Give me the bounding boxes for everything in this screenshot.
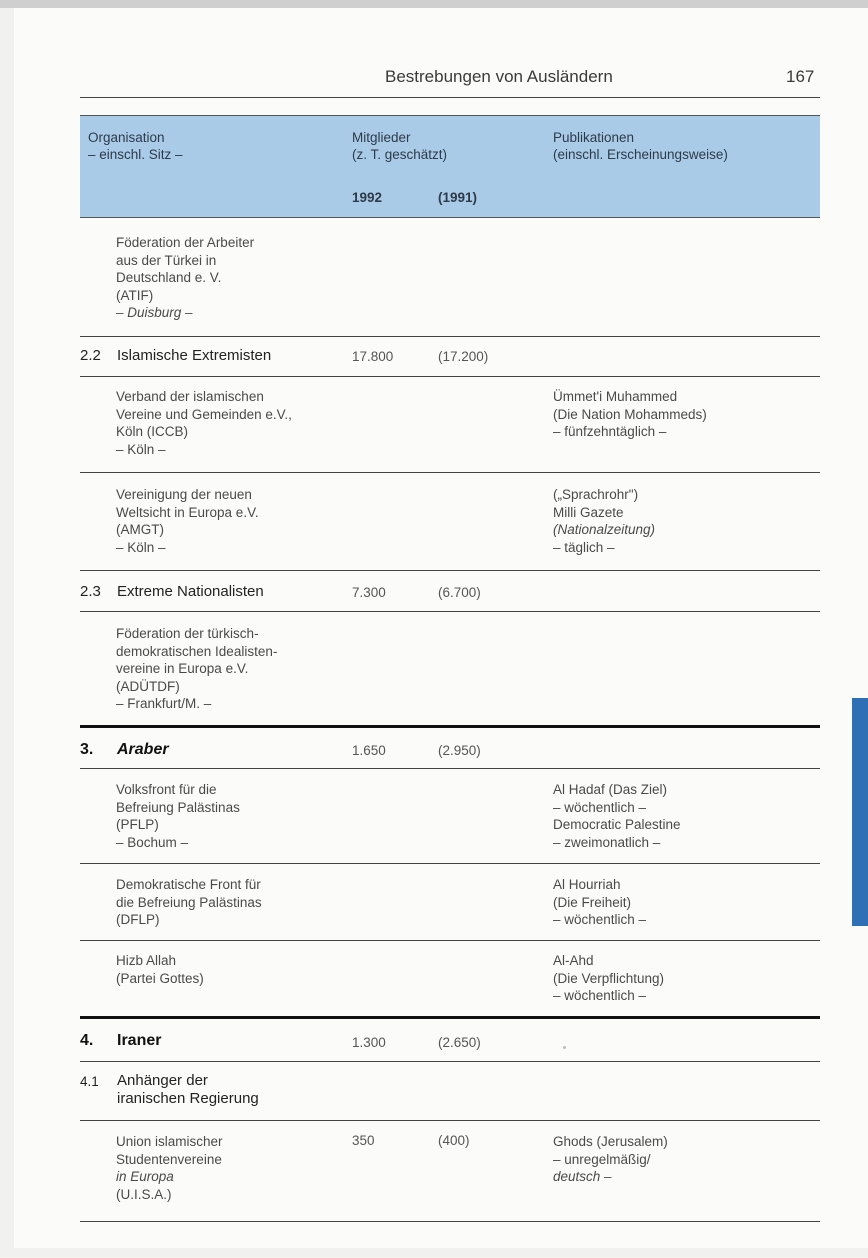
pub-line: – unregelmäßig/: [553, 1151, 651, 1167]
pub-line: (Die Freiheit): [553, 894, 632, 910]
pub-line: Ümmet'i Muhammed: [553, 389, 678, 404]
org-line: Verband der islamischen: [116, 389, 264, 404]
pub-line: deutsch –: [553, 1169, 612, 1184]
members-1991: (2.950): [438, 743, 481, 758]
column-members-title: Mitglieder: [352, 130, 411, 145]
section-label-2-2: Islamische Extremisten: [117, 347, 272, 364]
row-divider: [80, 611, 820, 612]
section-label-4-1: [117, 1072, 259, 1108]
members-1991: (6.700): [438, 585, 481, 600]
column-members: [352, 129, 447, 163]
section-divider-thick: [80, 725, 820, 728]
org-seat: – Frankfurt/M. –: [116, 696, 212, 711]
section-divider-thick: [80, 1016, 820, 1019]
running-header-title: Bestrebungen von Ausländern: [385, 67, 613, 86]
org-line: (DFLP): [116, 912, 160, 927]
chapter-tab-marker: [852, 698, 868, 926]
pub-iccb: [553, 388, 707, 441]
pub-line: Democratic Palestine: [553, 817, 681, 832]
pub-line: Al-Ahd: [553, 953, 594, 968]
org-line: Hizb Allah: [116, 953, 177, 968]
org-line: Föderation der Arbeiter: [116, 235, 255, 250]
org-seat: – Köln –: [116, 539, 166, 555]
pub-uisa: [553, 1133, 668, 1186]
pub-line: Al Hourriah: [553, 877, 621, 892]
org-line: Köln (ICCB): [116, 424, 189, 439]
org-seat: – Köln –: [116, 441, 166, 457]
org-line: Union islamischer: [116, 1134, 223, 1149]
org-adutdf: [116, 625, 277, 713]
column-organisation-title: Organisation: [88, 130, 165, 145]
section-number-4-1: 4.1: [80, 1074, 99, 1089]
org-pflp: [116, 781, 240, 851]
section-label-2-3: Extreme Nationalisten: [117, 583, 264, 600]
row-divider: [80, 336, 820, 337]
org-line: (AMGT): [116, 522, 164, 537]
section-number-2-3: 2.3: [80, 583, 101, 600]
pub-amgt: [553, 486, 655, 556]
org-seat: – Duisburg –: [116, 305, 193, 320]
pub-line: – wöchentlich –: [553, 912, 647, 927]
org-line: in Europa: [116, 1169, 174, 1184]
pub-pflp: [553, 781, 681, 851]
members-1992: 17.800: [352, 349, 394, 364]
year-1991-header: (1991): [438, 190, 478, 205]
org-line: vereine in Europa e.V.: [116, 661, 249, 676]
org-line: Vereine und Gemeinden e.V.,: [116, 406, 292, 422]
members-1992: 350: [352, 1133, 375, 1148]
org-line: Weltsicht in Europa e.V.: [116, 504, 259, 520]
org-line: demokratischen Idealisten-: [116, 643, 278, 659]
members-1992: 7.300: [352, 585, 386, 600]
section-number-4: 4.: [80, 1032, 94, 1049]
section-label-line: iranischen Regierung: [117, 1090, 259, 1107]
column-members-subtitle: (z. T. geschätzt): [352, 147, 448, 162]
members-1991: (400): [438, 1133, 470, 1148]
section-label-4: Iraner: [117, 1032, 162, 1049]
row-divider: [80, 863, 820, 864]
header-rule: [80, 97, 820, 98]
org-line: Deutschland e. V.: [116, 270, 222, 285]
pub-line: („Sprachrohr"): [553, 487, 639, 502]
pub-line: – fünfzehntäglich –: [553, 424, 667, 439]
scan-speck: [563, 1046, 566, 1049]
org-line: Studentenvereine: [116, 1151, 222, 1167]
section-label-3: Araber: [117, 741, 169, 758]
org-seat: – Bochum –: [116, 834, 189, 850]
pub-line: Al Hadaf (Das Ziel): [553, 782, 668, 797]
org-line: Volksfront für die: [116, 782, 217, 797]
row-divider: [80, 940, 820, 941]
row-divider: [80, 768, 820, 769]
column-organisation: [88, 129, 183, 163]
row-divider: [80, 1221, 820, 1222]
row-divider: [80, 1061, 820, 1062]
pub-line: Milli Gazete: [553, 504, 624, 520]
org-uisa: [116, 1133, 223, 1203]
column-organisation-subtitle: – einschl. Sitz –: [88, 147, 183, 162]
pub-hizb-allah: [553, 952, 664, 1005]
members-1992: 1.650: [352, 743, 386, 758]
page-number: 167: [786, 67, 815, 86]
row-divider: [80, 472, 820, 473]
org-line: (PFLP): [116, 817, 159, 832]
column-publications: [553, 129, 728, 163]
row-divider: [80, 1120, 820, 1121]
year-1992-header: 1992: [352, 190, 383, 205]
row-divider: [80, 570, 820, 571]
org-line: Föderation der türkisch-: [116, 626, 259, 641]
members-1991: (17.200): [438, 349, 489, 364]
pub-dflp: [553, 876, 646, 929]
org-line: (U.I.S.A.): [116, 1186, 172, 1202]
section-number-2-2: 2.2: [80, 347, 101, 364]
members-1992: 1.300: [352, 1035, 386, 1050]
members-1991: (2.650): [438, 1035, 481, 1050]
column-publications-title: Publikationen: [553, 130, 635, 145]
org-line: (Partei Gottes): [116, 970, 204, 986]
column-publications-subtitle: (einschl. Erscheinungsweise): [553, 147, 728, 162]
pub-line: – wöchentlich –: [553, 799, 647, 815]
org-line: Vereinigung der neuen: [116, 487, 252, 502]
pub-line: (Nationalzeitung): [553, 522, 656, 537]
pub-line: (Die Verpflichtung): [553, 970, 665, 986]
org-line: (ADÜTDF): [116, 678, 180, 694]
org-amgt: [116, 486, 259, 556]
org-atif: [116, 234, 254, 322]
scan-top-edge: [0, 0, 868, 8]
org-line: die Befreiung Palästinas: [116, 894, 262, 910]
pub-line: – täglich –: [553, 539, 615, 555]
org-dflp: [116, 876, 262, 929]
row-divider: [80, 376, 820, 377]
pub-line: (Die Nation Mohammeds): [553, 406, 707, 422]
org-line: aus der Türkei in: [116, 252, 217, 268]
org-line: Befreiung Palästinas: [116, 799, 240, 815]
pub-line: Ghods (Jerusalem): [553, 1134, 668, 1149]
section-number-3: 3.: [80, 741, 94, 758]
pub-line: – wöchentlich –: [553, 988, 647, 1003]
org-line: Demokratische Front für: [116, 877, 261, 892]
org-hizb-allah: [116, 952, 204, 987]
org-iccb: [116, 388, 292, 458]
org-line: (ATIF): [116, 287, 154, 303]
pub-line: – zweimonatlich –: [553, 834, 661, 850]
section-label-line: Anhänger der: [117, 1072, 208, 1089]
